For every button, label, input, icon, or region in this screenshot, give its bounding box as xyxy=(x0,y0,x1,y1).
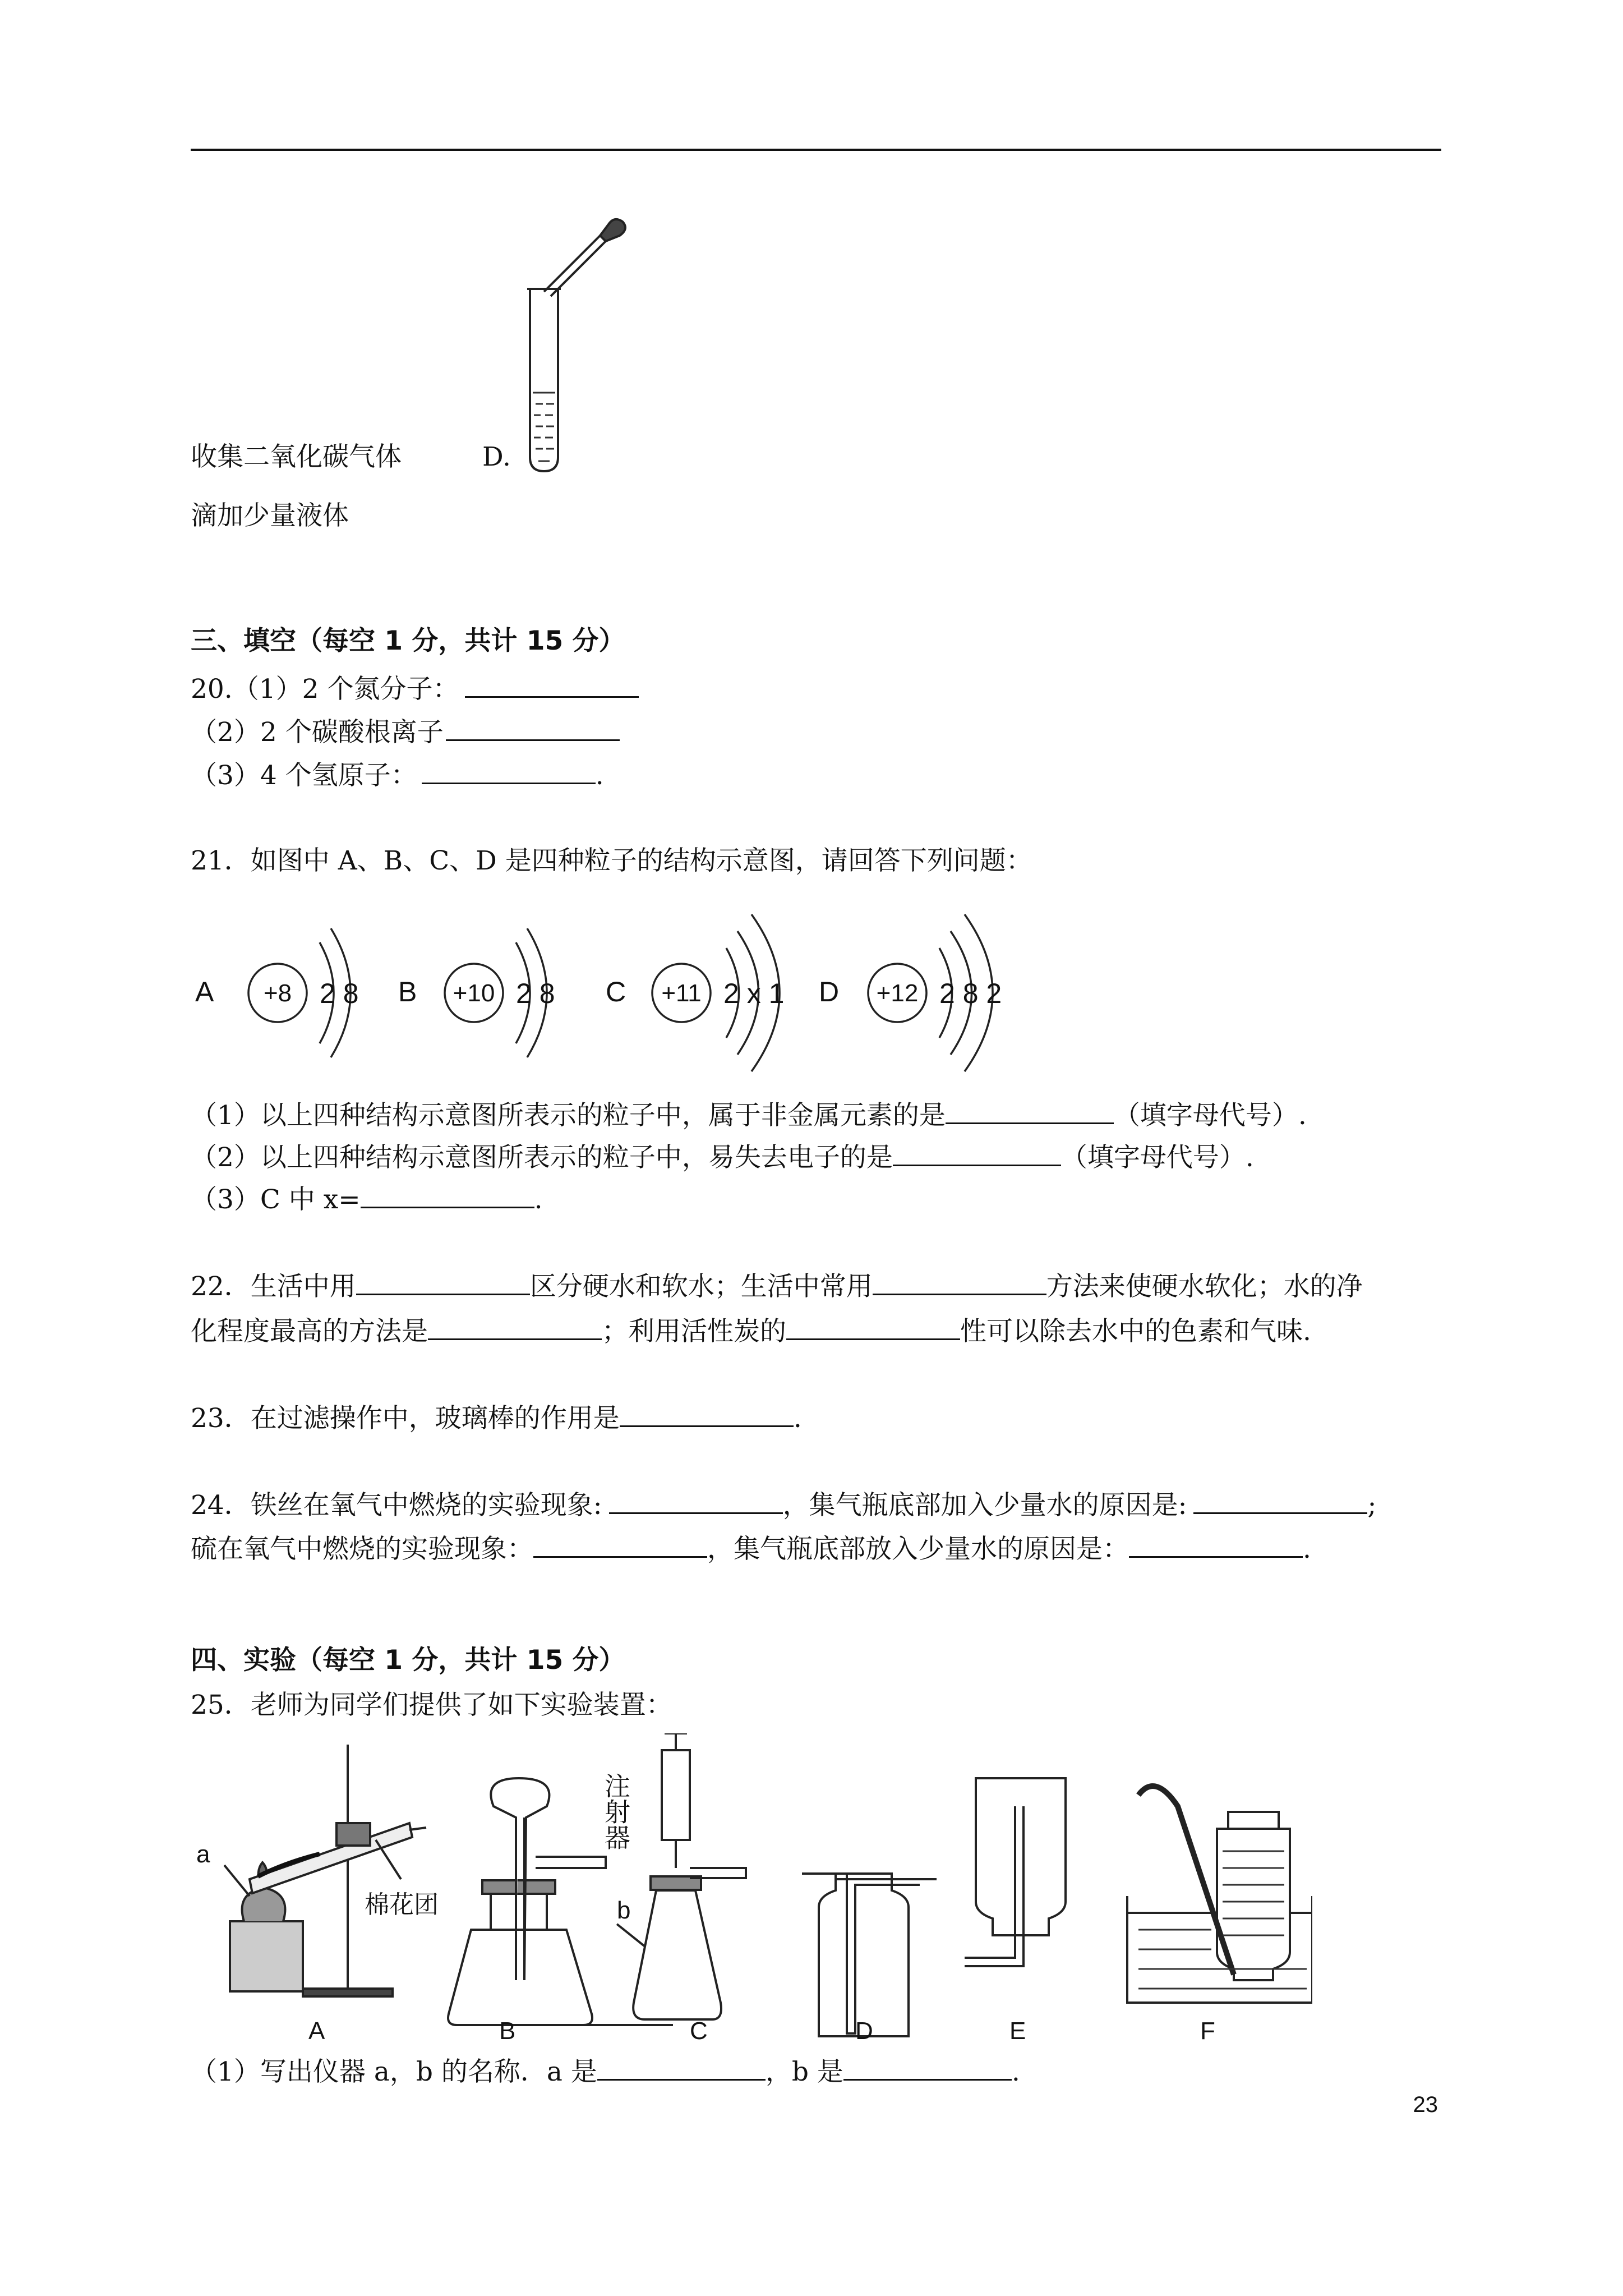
q24-blank-1[interactable] xyxy=(609,1487,783,1514)
q21-part3-end: . xyxy=(534,1184,543,1215)
q23-line xyxy=(191,1400,802,1435)
atom-c-label: C xyxy=(606,976,626,1007)
q20-line2 xyxy=(191,714,620,749)
q24-text-c: ; xyxy=(1367,1490,1377,1521)
q20-blank-3[interactable] xyxy=(422,757,596,784)
q24-text-f: . xyxy=(1303,1534,1311,1565)
label-cotton: 棉花团 xyxy=(365,1891,439,1918)
atom-b-shells: 2 8 xyxy=(516,978,555,1009)
page-number: 23 xyxy=(1413,2092,1438,2117)
q24-text-d: 硫在氧气中燃烧的实验现象： xyxy=(191,1534,533,1565)
section4-heading: 四、实验（每空 1 分，共计 15 分） xyxy=(191,1645,625,1676)
q22-blank-1[interactable] xyxy=(356,1268,530,1295)
atom-structure-diagrams xyxy=(185,909,1026,1077)
q25-part1-text: （1）写出仪器 a，b 的名称．a 是 xyxy=(191,2056,597,2087)
atom-d-shells: 2 8 2 xyxy=(939,978,1002,1009)
q22-line1 xyxy=(191,1268,1363,1304)
q21-blank-3[interactable] xyxy=(361,1181,534,1208)
header-rule xyxy=(191,149,1441,151)
q22-line2 xyxy=(191,1313,1311,1349)
apparatus-label-a: A xyxy=(308,2017,325,2045)
dropper-testtube-figure xyxy=(505,208,639,477)
q20-line1 xyxy=(191,670,639,706)
q21-part1-text: （1）以上四种结构示意图所表示的粒子中，属于非金属元素的是 xyxy=(191,1100,946,1131)
q23-end: . xyxy=(793,1403,802,1434)
syringe-label xyxy=(601,1773,630,1850)
q24-line2 xyxy=(191,1530,1311,1566)
atom-c-nucleus: +11 xyxy=(661,979,702,1007)
q21-part3-text: （3）C 中 x= xyxy=(191,1184,361,1215)
atom-b-nucleus: +10 xyxy=(453,979,495,1007)
q24-text-b: ，集气瓶底部加入少量水的原因是: xyxy=(782,1490,1187,1521)
q21-stem: 21．如图中 A、B、C、D 是四种粒子的结构示意图，请回答下列问题： xyxy=(191,845,1032,876)
apparatus-label-f: F xyxy=(1200,2017,1215,2045)
atom-d-nucleus: +12 xyxy=(876,979,919,1007)
q22-text-b: 区分硬水和软水；生活中常用 xyxy=(529,1271,873,1302)
q23-blank[interactable] xyxy=(620,1400,794,1427)
q20-blank-1[interactable] xyxy=(465,670,639,698)
atom-d-label: D xyxy=(819,976,840,1007)
apparatus-label-e: E xyxy=(1009,2017,1026,2045)
syringe-label-text: 注射器 xyxy=(601,1773,630,1850)
q22-text-f: 性可以除去水中的色素和气味. xyxy=(960,1316,1311,1347)
lab-apparatus-figure xyxy=(191,1733,1312,2047)
q21-part2-text: （2）以上四种结构示意图所表示的粒子中，易失去电子的是 xyxy=(191,1142,893,1173)
q25-stem: 25．老师为同学们提供了如下实验装置： xyxy=(191,1690,672,1720)
q20-line3-text: （3）4 个氢原子： xyxy=(191,760,417,791)
q22-text-c: 方法来使硬水软化；水的净 xyxy=(1046,1271,1363,1302)
q25-blank-a[interactable] xyxy=(597,2053,766,2081)
apparatus-label-b: B xyxy=(499,2017,516,2045)
atom-a-shells: 2 8 xyxy=(320,978,359,1009)
q20-line2-text: （2）2 个碳酸根离子 xyxy=(191,717,444,748)
q20-line1-text: 20.（1）2 个氮分子： xyxy=(191,674,459,705)
apparatus-label-c: C xyxy=(690,2017,708,2045)
q20-line3-end: . xyxy=(595,760,604,791)
q24-blank-4[interactable] xyxy=(1129,1530,1303,1558)
atom-c-shells: 2 x 1 xyxy=(723,978,785,1009)
atom-a-nucleus: +8 xyxy=(263,979,292,1007)
q22-blank-4[interactable] xyxy=(786,1313,960,1340)
q24-blank-2[interactable] xyxy=(1193,1487,1367,1514)
q23-text: 23．在过滤操作中，玻璃棒的作用是 xyxy=(191,1403,620,1434)
q21-part1-hint: （填字母代号）. xyxy=(1113,1100,1307,1131)
q25-part1 xyxy=(191,2053,1020,2089)
q21-part1 xyxy=(191,1097,1307,1133)
q22-text-d: 化程度最高的方法是 xyxy=(191,1316,428,1347)
q21-blank-1[interactable] xyxy=(946,1097,1114,1124)
apparatus-label-d: D xyxy=(855,2017,873,2045)
q25-part1-end: . xyxy=(1011,2056,1020,2087)
atom-a-label: A xyxy=(195,976,214,1007)
q22-blank-3[interactable] xyxy=(428,1313,602,1340)
q25-blank-b[interactable] xyxy=(843,2053,1012,2081)
q21-part2-hint: （填字母代号）. xyxy=(1061,1142,1254,1173)
q20-line3 xyxy=(191,757,604,793)
q22-text-e: ；利用活性炭的 xyxy=(602,1316,786,1347)
q24-blank-3[interactable] xyxy=(533,1530,707,1558)
q24-text-e: ，集气瓶底部放入少量水的原因是： xyxy=(707,1534,1129,1565)
q20-blank-2[interactable] xyxy=(446,714,620,741)
q21-part3 xyxy=(191,1181,543,1217)
q25-part1-mid: ，b 是 xyxy=(765,2056,843,2087)
option-d-text: 滴加少量液体 xyxy=(191,500,349,531)
atom-b-label: B xyxy=(398,976,417,1007)
q21-blank-2[interactable] xyxy=(893,1139,1061,1166)
option-d-label: D. xyxy=(482,441,511,472)
q24-line1 xyxy=(191,1487,1376,1522)
option-c-text: 收集二氧化碳气体 xyxy=(191,441,402,472)
label-a: a xyxy=(196,1841,210,1868)
q22-blank-2[interactable] xyxy=(873,1268,1046,1295)
q22-text-a: 22．生活中用 xyxy=(191,1271,356,1302)
label-b: b xyxy=(617,1897,631,1924)
q24-text-a: 24．铁丝在氧气中燃烧的实验现象: xyxy=(191,1490,602,1521)
section3-heading: 三、填空（每空 1 分，共计 15 分） xyxy=(191,625,625,656)
q21-part2 xyxy=(191,1139,1254,1175)
